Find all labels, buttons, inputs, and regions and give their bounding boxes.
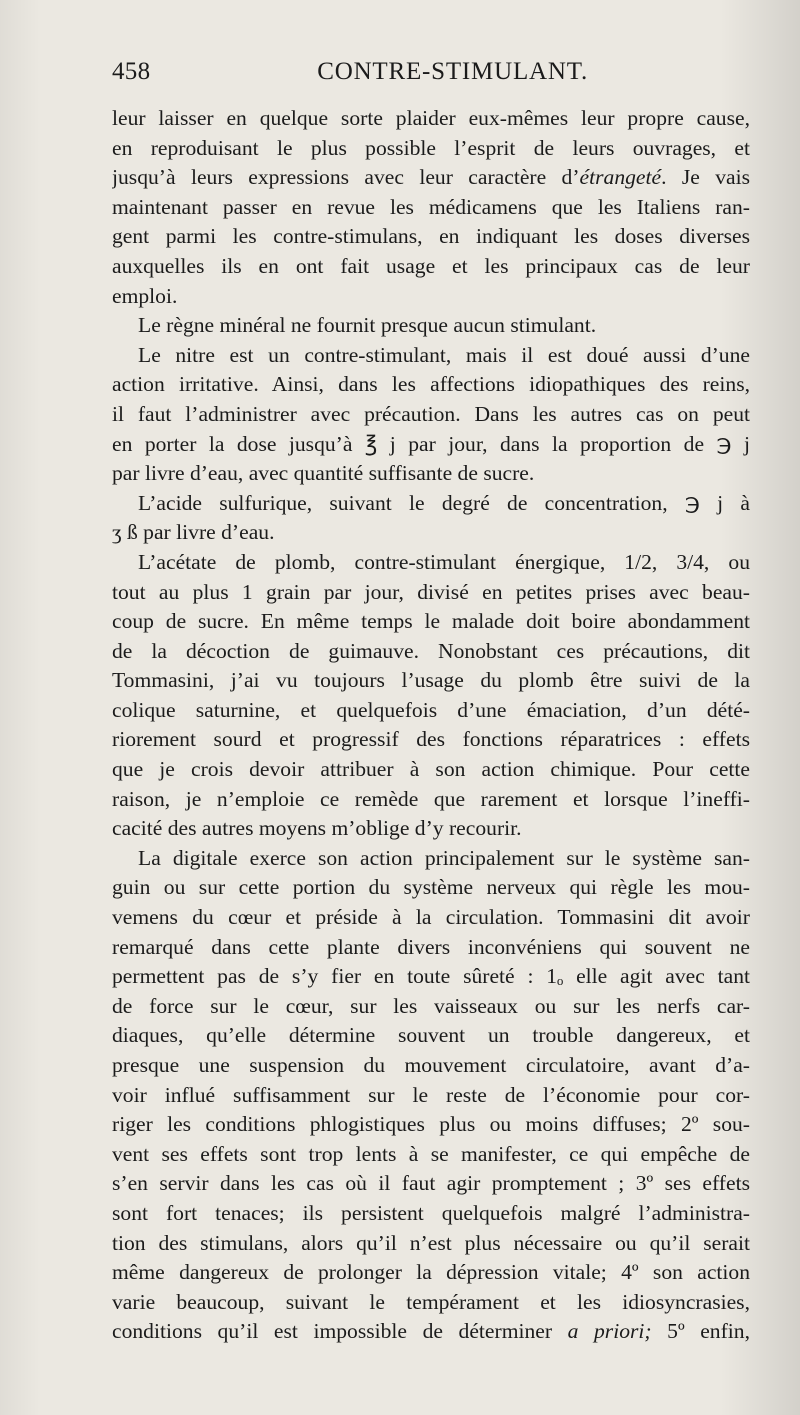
text-line: s’en servir dans les cas où il faut agir promptement ; 3º ses effets [112, 1171, 750, 1196]
text-line: coup de sucre. En même temps le malade doit boire abondamment [112, 609, 750, 634]
text-line: voir influé suffisamment sur le reste de l’économie pour cor- [112, 1082, 750, 1107]
text-segment: . Je vais [661, 165, 750, 190]
text-line: maintenant passer en revue les médicamens que les Italiens ran- [112, 194, 750, 219]
text-line: remarqué dans cette plante divers inconvéniens qui souvent ne [112, 934, 750, 959]
italic-text: a priori; [567, 1319, 652, 1344]
body-text [112, 104, 750, 1347]
text-line: Tommasini, j’ai vu toujours l’usage du plomb être suivi de la [112, 668, 750, 693]
text-line [112, 163, 750, 193]
text-line: vent ses effets sont trop lents à se manifester, ce qui empêche de [112, 1141, 750, 1166]
text-line: même dangereux de prolonger la dépression vitale; 4º son action [112, 1260, 750, 1285]
text-line: par livre d’eau, avec quantité suffisante de sucre. [112, 461, 535, 486]
text-line: Le nitre est un contre-stimulant, mais il est doué aussi d’une [138, 342, 750, 367]
text-line: riorement sourd et progressif des fonctions réparatrices : effets [112, 727, 750, 752]
text-line: varie beaucoup, suivant le tempérament et les idiosyncrasies, [112, 1289, 750, 1314]
text-line: gent parmi les contre-stimulans, en indiquant les doses diverses [112, 224, 750, 249]
text-line: en reproduisant le plus possible l’esprit de leurs ouvrages, et [112, 135, 750, 160]
text-line: colique saturnine, et quelquefois d’une émaciation, d’un dété- [112, 697, 750, 722]
text-line: emploi. [112, 283, 178, 308]
text-line: presque une suspension du mouvement circulatoire, avant d’a- [112, 1053, 750, 1077]
text-line: Le règne minéral ne fournit presque aucun stimulant. [138, 313, 597, 338]
text-line: action irritative. Ainsi, dans les affections idiopathiques des reins, [112, 372, 750, 397]
text-line: raison, je n’emploie ce remède que rarement et lorsque l’ineffi- [112, 786, 750, 811]
text-line: en porter la dose jusqu’à ℥ j par jour, dans la proportion de ℈ j [112, 431, 750, 456]
page-number: 458 [112, 58, 151, 85]
text-line: leur laisser en quelque sorte plaider eux-mêmes leur propre cause, [112, 106, 750, 130]
text-line: tout au plus 1 grain par jour, divisé en petites prises avec beau- [112, 579, 750, 604]
text-line: de la décoction de guimauve. Nonobstant ces précautions, dit [112, 638, 750, 663]
text-line: vemens du cœur et préside à la circulation. Tommasini dit avoir [112, 905, 750, 930]
text-segment: jusqu’à leurs expressions avec leur caractère d’ [112, 165, 580, 190]
text-line: cacité des autres moyens m’oblige d’y recourir. [112, 816, 522, 841]
text-line: La digitale exerce son action principalement sur le système san- [138, 845, 750, 870]
text-line: de force sur le cœur, sur les vaisseaux ou sur les nerfs car- [112, 993, 750, 1018]
text-line: auxquelles ils en ont fait usage et les principaux cas de leur [112, 253, 750, 278]
text-line: L’acide sulfurique, suivant le degré de concentration, ℈ j à [138, 490, 750, 515]
text-line: L’acétate de plomb, contre-stimulant énergique, 1/2, 3/4, ou [138, 549, 750, 574]
italic-text: étrangeté [579, 165, 662, 190]
text-line: sont fort tenaces; ils persistent quelquefois malgré l’administra- [112, 1200, 750, 1225]
text-line: permettent pas de s’y fier en toute sûreté : 1ₒ elle agit avec tant [112, 964, 750, 989]
text-segment: conditions qu’il est impossible de déterminer [112, 1319, 568, 1344]
text-line: diaques, qu’elle détermine souvent un trouble dangereux, et [112, 1023, 750, 1048]
page-header [112, 58, 748, 94]
text-line: guin ou sur cette portion du système nerveux qui règle les mou- [112, 875, 750, 900]
running-title: CONTRE-STIMULANT. [317, 58, 588, 85]
text-segment: 5º enfin, [651, 1319, 750, 1344]
text-line [112, 1317, 750, 1347]
text-line: ʒ ß par livre d’eau. [112, 520, 275, 545]
text-line: que je crois devoir attribuer à son action chimique. Pour cette [112, 757, 750, 782]
text-line: tion des stimulans, alors qu’il n’est plus nécessaire ou qu’il serait [112, 1230, 750, 1255]
text-line: il faut l’administrer avec précaution. Dans les autres cas on peut [112, 401, 750, 426]
text-line: riger les conditions phlogistiques plus ou moins diffuses; 2º sou- [112, 1112, 750, 1137]
